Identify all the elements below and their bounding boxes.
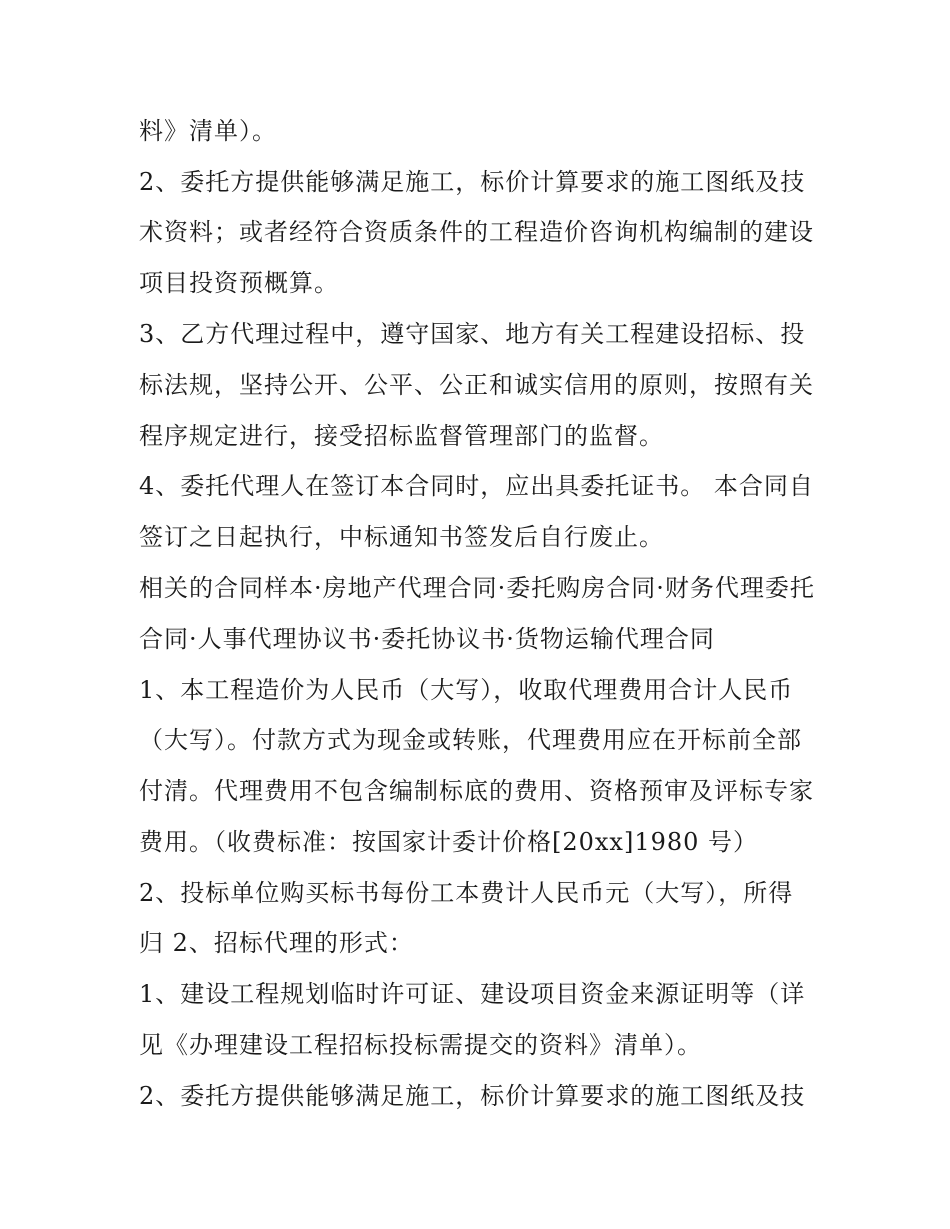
text-line: 付清。代理费用不包含编制标底的费用、资格预审及评标专家 xyxy=(139,777,814,805)
text-line: 见《办理建设工程招标投标需提交的资料》清单）。 xyxy=(139,1031,702,1059)
text-line: 2、委托方提供能够满足施工，标价计算要求的施工图纸及技 xyxy=(139,168,806,196)
text-line: 2、委托方提供能够满足施工，标价计算要求的施工图纸及技 xyxy=(139,1082,806,1110)
text-line: 相关的合同样本·房地产代理合同·委托购房合同·财务代理委托 xyxy=(139,574,815,602)
text-line: 合同·人事代理协议书·委托协议书·货物运输代理合同 xyxy=(139,625,715,653)
text-line: 标法规，坚持公开、公平、公正和诚实信用的原则，按照有关 xyxy=(139,371,814,399)
text-line: 签订之日起执行，中标通知书签发后自行废止。 xyxy=(139,523,664,551)
text-line: （大写）。付款方式为现金或转账，代理费用应在开标前全部 xyxy=(139,726,802,754)
text-line: 1、建设工程规划临时许可证、建设项目资金来源证明等（详 xyxy=(139,980,806,1008)
text-line: 料》清单）。 xyxy=(139,117,277,145)
text-line: 3、乙方代理过程中，遵守国家、地方有关工程建设招标、投 xyxy=(139,320,806,348)
text-line: 术资料；或者经符合资质条件的工程造价咨询机构编制的建设 xyxy=(139,218,814,246)
text-line: 费用。（收费标准：按国家计委计价格[20xx]1980 号） xyxy=(139,828,759,856)
text-line: 项目投资预概算。 xyxy=(139,269,339,297)
text-line: 4、委托代理人在签订本合同时，应出具委托证书。 本合同自 xyxy=(139,472,814,500)
text-line: 归 2、招标代理的形式： xyxy=(139,929,414,957)
text-line: 程序规定进行，接受招标监督管理部门的监督。 xyxy=(139,422,664,450)
text-line: 2、投标单位购买标书每份工本费计人民币元（大写），所得 xyxy=(139,879,794,907)
text-line: 1、本工程造价为人民币（大写），收取代理费用合计人民币 xyxy=(139,676,794,704)
